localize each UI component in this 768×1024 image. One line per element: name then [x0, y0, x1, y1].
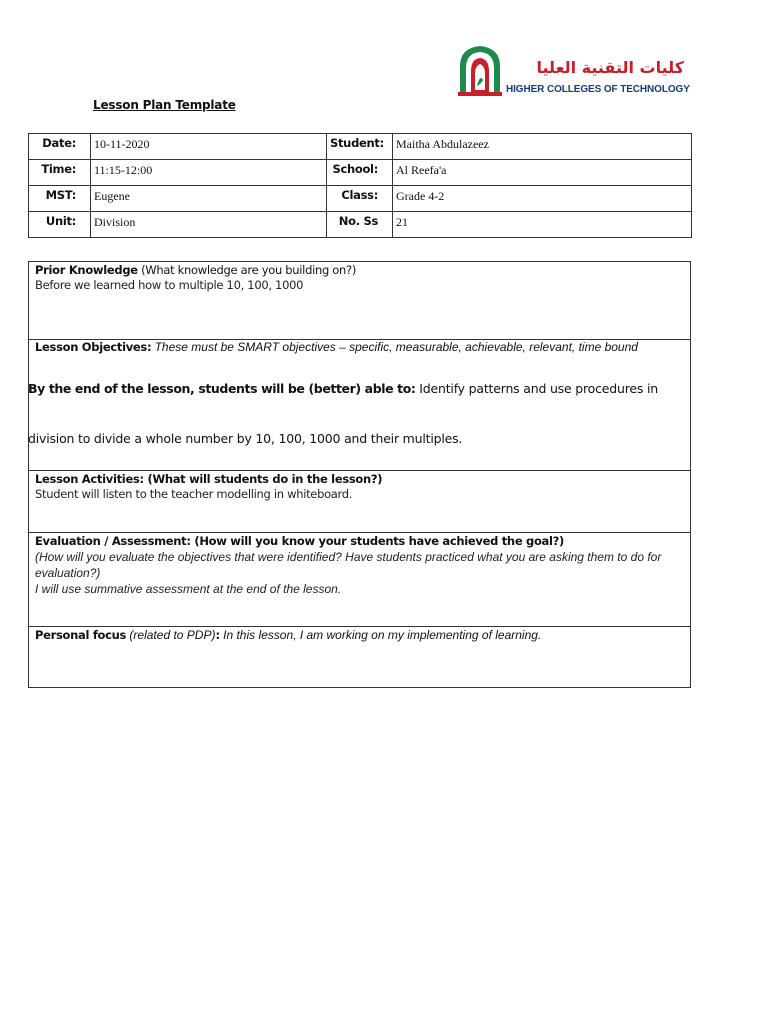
table-row	[29, 160, 692, 186]
lesson-objectives-hint: These must be SMART objectives – specific, measurable, achievable, relevant, time bound	[151, 340, 638, 354]
prior-knowledge-heading: Prior Knowledge (What knowledge are you building on?)	[35, 263, 357, 277]
evaluation-section	[29, 533, 691, 627]
logo-arabic-name: كليات التقنية العليا	[536, 58, 684, 77]
prior-knowledge-section	[29, 262, 691, 340]
document-title: Lesson Plan Template	[93, 98, 236, 112]
lesson-activities-text: Student will listen to the teacher modelling in whiteboard.	[35, 487, 353, 501]
prior-knowledge-prompt: (What knowledge are you building on?)	[137, 263, 357, 277]
student-value: Maitha Abdulazeez	[393, 134, 692, 160]
prior-knowledge-text: Before we learned how to multiple 10, 100, 1000	[35, 278, 304, 292]
table-row	[29, 186, 692, 212]
table-row	[29, 212, 692, 238]
mst-label: MST:	[29, 186, 91, 212]
school-label: School:	[327, 160, 393, 186]
college-emblem-icon	[456, 44, 504, 98]
student-label: Student:	[327, 134, 393, 160]
unit-value: Division	[91, 212, 327, 238]
logo-english-name: HIGHER COLLEGES OF TECHNOLOGY	[506, 84, 690, 95]
table-row	[29, 134, 692, 160]
number-of-students-value: 21	[393, 212, 692, 238]
lesson-info-table	[28, 133, 692, 238]
lesson-objectives-lead: By the end of the lesson, students will be (better) able to:	[28, 381, 416, 396]
school-value: Al Reefa'a	[393, 160, 692, 186]
lesson-sections-table	[28, 261, 691, 688]
lesson-objectives-text	[28, 355, 690, 464]
lesson-activities-heading: Lesson Activities: (What will students do in the lesson?)	[35, 472, 383, 486]
personal-focus-hint: (related to PDP)	[126, 628, 216, 642]
number-of-students-label: No. Ss	[327, 212, 393, 238]
date-label: Date:	[29, 134, 91, 160]
personal-focus-heading: Personal focus (related to PDP): In this lesson, I am working on my implementing of learning.	[35, 628, 542, 642]
mst-value: Eugene	[91, 186, 327, 212]
evaluation-heading: Evaluation / Assessment: (How will you know your students have achieved the goal?)	[35, 534, 564, 548]
time-value: 11:15-12:00	[91, 160, 327, 186]
college-logo	[456, 44, 690, 100]
lesson-objectives-section	[29, 340, 691, 471]
unit-label: Unit:	[29, 212, 91, 238]
class-label: Class:	[327, 186, 393, 212]
date-value: 10-11-2020	[91, 134, 327, 160]
evaluation-prompt: (How will you evaluate the objectives that were identified? Have students practiced what you are asking them to do for evaluation?)	[35, 550, 662, 580]
lesson-objectives-goal: Identify patterns and use procedures in division to divide a whole number by 10, 100, 1000 and their multiples.	[28, 381, 658, 446]
time-label: Time:	[29, 160, 91, 186]
personal-focus-text: In this lesson, I am working on my implementing of learning.	[219, 628, 542, 642]
evaluation-text: I will use summative assessment at the end of the lesson.	[35, 582, 342, 596]
class-value: Grade 4-2	[393, 186, 692, 212]
lesson-activities-section	[29, 471, 691, 533]
personal-focus-section	[29, 627, 691, 688]
lesson-objectives-heading: Lesson Objectives: These must be SMART objectives – specific, measurable, achievable, relevant, time bound	[35, 340, 638, 354]
